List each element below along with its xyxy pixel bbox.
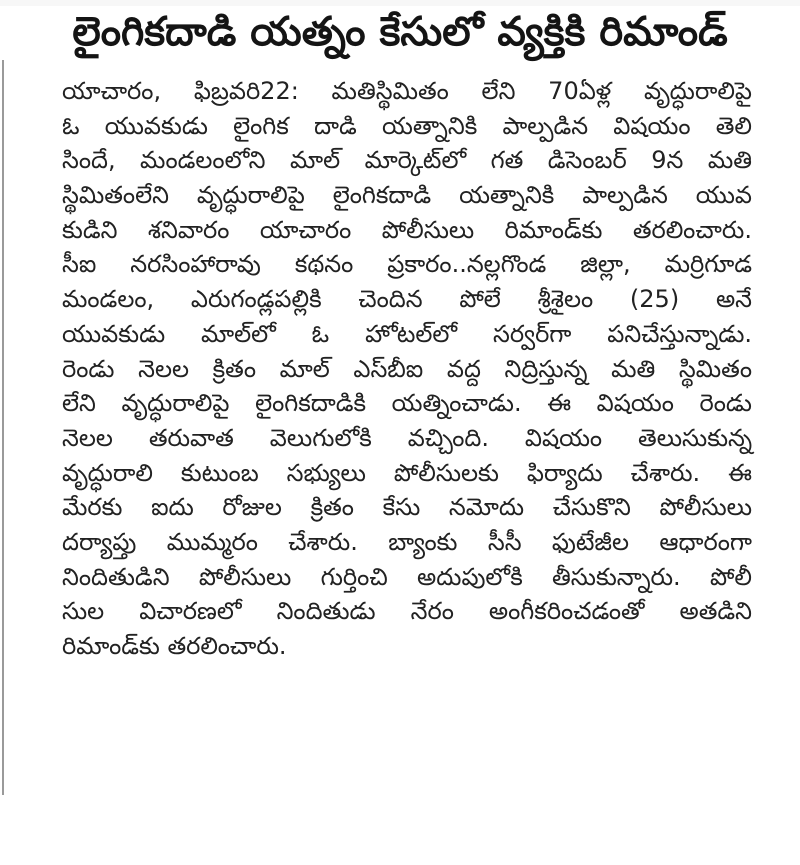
article-line: రిమాండ్‌కు తరలించారు. (62, 632, 287, 660)
article-line: సీఐ నరసింహారావు కథనం ప్రకారం..నల్లగొండ జిల్లా, మర్రిగూడ (62, 250, 752, 279)
article-line: ఓ యువకుడు లైంగిక దాడి యత్నానికి పాల్పడిన విషయం తెలి (62, 111, 752, 140)
article-headline: లైంగికదాడి యత్నం కేసులో వ్యక్తికి రిమాండ్ (72, 9, 728, 55)
article-line: దర్యాప్తు ముమ్మరం చేశారు. బ్యాంకు సీసీ ఫుటేజీల ఆధారంగా (62, 527, 752, 556)
column-rule (2, 60, 4, 795)
article-line: యాచారం, ఫిబ్రవరి22: మతిస్థిమితం లేని 70ఏళ్ల వృద్ధురాలిపై (62, 77, 752, 105)
article-line: మండలం, ఎరుగండ్లపల్లికి చెందిన పోలే శ్రీశైలం (25) అనే (62, 285, 752, 314)
article-line: వృద్ధురాలి కుటుంబ సభ్యులు పోలీసులకు ఫిర్యాదు చేశారు. ఈ (62, 458, 752, 487)
article-line: నిందితుడిని పోలీసులు గుర్తించి అదుపులోకి తీసుకున్నారు. పోలీ (62, 562, 752, 591)
article-line: కుడిని శనివారం యాచారం పోలీసులు రిమాండ్‌కు తరలించారు. (62, 215, 752, 244)
article-line: మేరకు ఐదు రోజుల క్రితం కేసు నమోదు చేసుకొని పోలీసులు (62, 493, 752, 522)
article-line: సుల విచారణలో నిందితుడు నేరం అంగీకరించడంతో అతడిని (62, 597, 752, 626)
article-line: రెండు నెలల క్రితం మాల్ ఎస్‌బీఐ వద్ద నిద్రిస్తున్న మతి స్థిమితం (62, 354, 752, 383)
article-body (62, 74, 752, 664)
article-line: నెలల తరువాత వెలుగులోకి వచ్చింది. విషయం తెలుసుకున్న (62, 423, 752, 452)
article-line: స్థిమితంలేని వృద్ధురాలిపై లైంగికదాడి యత్నానికి పాల్పడిన యువ (62, 181, 752, 210)
article-line: యువకుడు మాల్‌లో ఓ హోటల్‌లో సర్వర్‌గా పనిచేస్తున్నాడు. (62, 319, 752, 348)
article-line: సిందే, మండలంలోని మాల్ మార్కెట్‌లో గత డిసెంబర్ 9న మతి (62, 146, 752, 175)
article-line: లేని వృద్ధురాలిపై లైంగికదాడికి యత్నించాడు. ఈ విషయం రెండు (62, 389, 752, 418)
